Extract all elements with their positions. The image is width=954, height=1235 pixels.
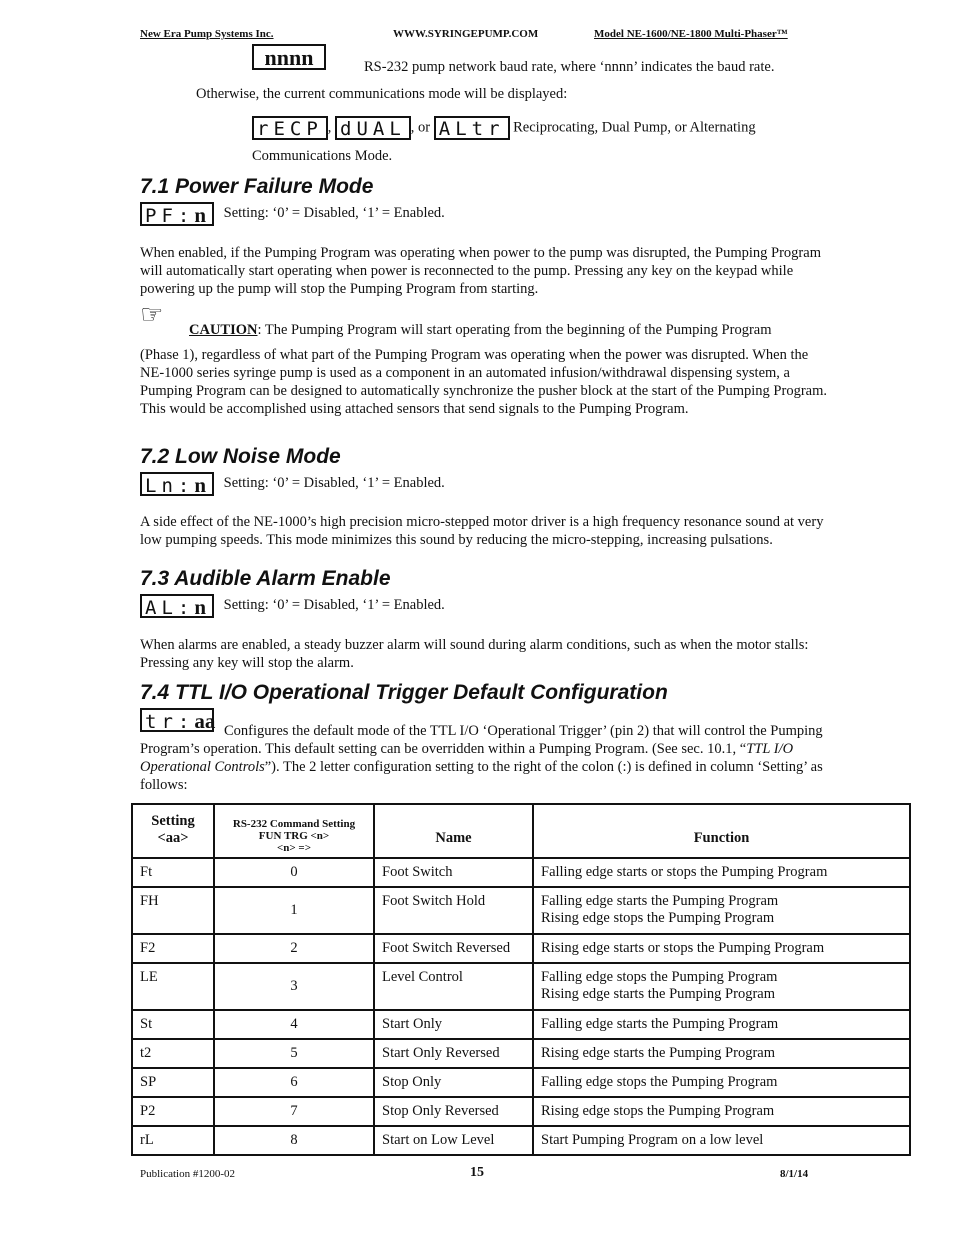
col-header-function: Function xyxy=(533,804,910,858)
cell-name: Foot Switch Hold xyxy=(374,887,533,934)
header-website: WWW.SYRINGEPUMP.COM xyxy=(393,28,539,40)
header-company: New Era Pump Systems Inc. xyxy=(140,28,274,40)
table-row xyxy=(132,963,910,1010)
comm-mode-intro: Otherwise, the current communications mode will be displayed: xyxy=(196,86,568,102)
ttl-trigger-body: Configures the default mode of the TTL I/O ‘Operational Trigger’ (pin 2) that will control the Pumping Program’s operation. This default setting can be overridden within a Pumping Program. (See sec. 10.1, “TTL I/O Operational Controls”). The 2 letter configuration setting to the right of the colon (:) is defined in column ‘Setting’ as follows: xyxy=(140,723,823,793)
cell-function: Rising edge starts or stops the Pumping Program xyxy=(533,934,910,963)
section-title-7-1: 7.1 Power Failure Mode xyxy=(140,175,374,198)
cell-setting: Ft xyxy=(132,858,214,887)
cell-setting: t2 xyxy=(132,1039,214,1068)
audible-alarm-body: When alarms are enabled, a steady buzzer alarm will sound during alarm conditions, such as when the motor stalls: Pressing any key will stop the alarm. xyxy=(140,637,809,671)
cell-function: Start Pumping Program on a low level xyxy=(533,1126,910,1155)
cell-command-value: 8 xyxy=(214,1126,374,1155)
page-number: 15 xyxy=(470,1165,484,1180)
section-title-7-4: 7.4 TTL I/O Operational Trigger Default Configuration xyxy=(140,681,668,704)
trigger-config-table xyxy=(131,803,911,1156)
caution-body: (Phase 1), regardless of what part of the Pumping Program was operating when the power was disrupted. When the NE-1000 series syringe pump is used as a component in an automated infusion/withdrawal dispensing system, a Pumping Program can be designed to automatically synchronize the pusher block at the start of the Pumping Program. This would be accomplished using attached sensors that send signals to the Pumping Program. xyxy=(140,347,827,417)
cell-function: Falling edge stops the Pumping Program Rising edge starts the Pumping Program xyxy=(533,963,910,1010)
cell-function: Rising edge starts the Pumping Program xyxy=(533,1039,910,1068)
cell-command-value: 5 xyxy=(214,1039,374,1068)
dual-display: dUAL xyxy=(335,116,411,140)
section-title-7-2: 7.2 Low Noise Mode xyxy=(140,445,341,468)
section-title-7-3: 7.3 Audible Alarm Enable xyxy=(140,567,391,590)
baud-display: nnnn xyxy=(252,44,326,70)
power-failure-body: When enabled, if the Pumping Program was operating when power to the pump was disrupted, the Pumping Program will automatically start operating when power is reconnected to the pump. Pressing any key on the keypad while powering up the pump will stop the Pumping Program from starting. xyxy=(140,245,821,297)
cell-function: Rising edge stops the Pumping Program xyxy=(533,1097,910,1126)
cell-name: Stop Only xyxy=(374,1068,533,1097)
cell-setting: FH xyxy=(132,887,214,934)
table-row xyxy=(132,1126,910,1155)
cell-function: Falling edge starts the Pumping Program Rising edge stops the Pumping Program xyxy=(533,887,910,934)
col-header-setting: Setting <aa> xyxy=(132,804,214,858)
footer-date: 8/1/14 xyxy=(780,1168,809,1180)
pointing-hand-icon: ☞ xyxy=(140,300,164,330)
cell-name: Foot Switch Reversed xyxy=(374,934,533,963)
cell-function: Falling edge starts or stops the Pumping Program xyxy=(533,858,910,887)
col-header-command: RS-232 Command Setting FUN TRG <n> <n> => xyxy=(214,804,374,858)
cell-command-value: 3 xyxy=(214,963,374,1010)
baud-description: RS-232 pump network baud rate, where ‘nnnn’ indicates the baud rate. xyxy=(364,59,775,75)
table-header-row xyxy=(132,804,910,858)
cell-name: Start on Low Level xyxy=(374,1126,533,1155)
section-ref-link: TTL I/O Operational Controls xyxy=(140,741,794,775)
cell-command-value: 4 xyxy=(214,1010,374,1039)
low-noise-setting: Setting: ‘0’ = Disabled, ‘1’ = Enabled. xyxy=(223,475,445,492)
table-row xyxy=(132,1097,910,1126)
cell-setting: rL xyxy=(132,1126,214,1155)
table-row xyxy=(132,887,910,934)
comm-mode-displays: rECP , dUAL , or ALtr Reciprocating, Dual Pump, or Alternating xyxy=(252,116,756,140)
power-failure-setting: Setting: ‘0’ = Disabled, ‘1’ = Enabled. xyxy=(223,205,445,222)
cell-setting: SP xyxy=(132,1068,214,1097)
header-model: Model NE-1600/NE-1800 Multi-Phaser™ xyxy=(594,28,788,40)
table-row xyxy=(132,1039,910,1068)
comm-mode-desc: Reciprocating, Dual Pump, or Alternating xyxy=(513,119,756,136)
cell-function: Falling edge stops the Pumping Program xyxy=(533,1068,910,1097)
cell-command-value: 0 xyxy=(214,858,374,887)
low-noise-body: A side effect of the NE-1000’s high precision micro-stepped motor driver is a high frequency resonance sound at very low pumping speeds. This mode minimizes this sound by reducing the micro-stepping, increasing pulsations. xyxy=(140,514,824,548)
cell-setting: LE xyxy=(132,963,214,1010)
alternating-display: ALtr xyxy=(434,116,510,140)
table-row xyxy=(132,934,910,963)
table-row xyxy=(132,1010,910,1039)
cell-setting: P2 xyxy=(132,1097,214,1126)
cell-command-value: 1 xyxy=(214,887,374,934)
audible-alarm-setting: Setting: ‘0’ = Disabled, ‘1’ = Enabled. xyxy=(223,597,445,614)
caution-line: CAUTION: The Pumping Program will start operating from the beginning of the Pumping Program xyxy=(189,322,772,338)
cell-command-value: 2 xyxy=(214,934,374,963)
audible-alarm-display: AL:n Setting: ‘0’ = Disabled, ‘1’ = Enabled. xyxy=(140,594,445,618)
cell-name: Foot Switch xyxy=(374,858,533,887)
reciprocating-display: rECP xyxy=(252,116,328,140)
cell-setting: F2 xyxy=(132,934,214,963)
cell-command-value: 7 xyxy=(214,1097,374,1126)
cell-name: Stop Only Reversed xyxy=(374,1097,533,1126)
caution-label: CAUTION xyxy=(189,322,258,338)
cell-name: Level Control xyxy=(374,963,533,1010)
footer-publication: Publication #1200-02 xyxy=(140,1168,236,1180)
cell-name: Start Only xyxy=(374,1010,533,1039)
table-row xyxy=(132,1068,910,1097)
ttl-trigger-display: tr:aa xyxy=(140,708,214,732)
col-header-name: Name xyxy=(374,804,533,858)
cell-setting: St xyxy=(132,1010,214,1039)
comm-mode-desc-2: Communications Mode. xyxy=(252,148,393,164)
power-failure-display: PF:n Setting: ‘0’ = Disabled, ‘1’ = Enabled. xyxy=(140,202,445,226)
low-noise-display: Ln:n Setting: ‘0’ = Disabled, ‘1’ = Enabled. xyxy=(140,472,445,496)
cell-command-value: 6 xyxy=(214,1068,374,1097)
cell-function: Falling edge starts the Pumping Program xyxy=(533,1010,910,1039)
table-row xyxy=(132,858,910,887)
cell-name: Start Only Reversed xyxy=(374,1039,533,1068)
